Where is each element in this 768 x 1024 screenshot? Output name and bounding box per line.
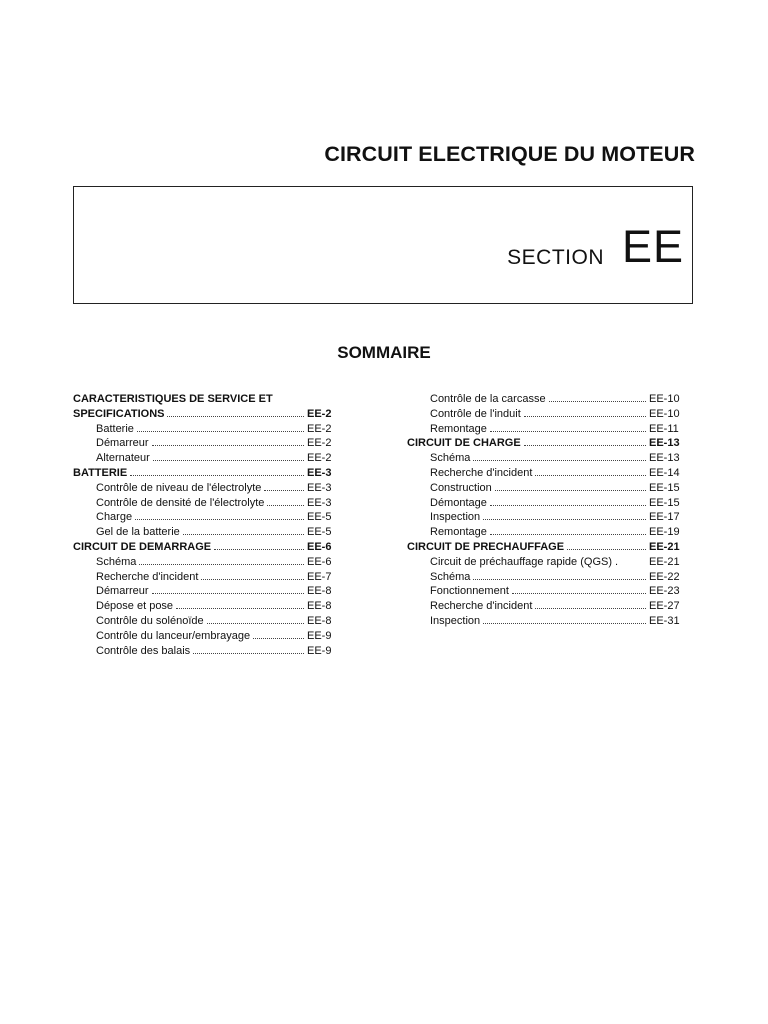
toc-entry-title: Schéma	[430, 570, 471, 583]
toc-leader-dots	[264, 490, 304, 491]
toc-entry-title: Contrôle du solénoïde	[96, 614, 204, 627]
toc-entry-page: EE-23	[649, 585, 680, 598]
toc-entry-title: CIRCUIT DE PRECHAUFFAGE	[407, 540, 565, 553]
toc-entry-title: Schéma	[430, 452, 471, 465]
toc-section-entry[interactable]	[407, 436, 687, 451]
toc-entry[interactable]	[73, 436, 345, 451]
toc-right-column	[407, 392, 687, 629]
toc-entry[interactable]	[407, 422, 687, 437]
toc-entry-title: Inspection	[430, 614, 481, 627]
toc-entry-page: EE-2	[307, 437, 332, 450]
section-code: EE	[621, 221, 684, 272]
toc-entry-title: Contrôle des balais	[96, 644, 191, 657]
toc-entry-page: EE-21	[649, 540, 680, 553]
toc-entry-page: EE-10	[649, 407, 680, 420]
toc-entry-page: EE-3	[307, 481, 332, 494]
toc-leader-dots	[135, 519, 304, 520]
toc-leader-dots	[535, 608, 646, 609]
toc-entry-title: Recherche d'incident	[430, 466, 533, 479]
toc-entry-page: EE-14	[649, 466, 680, 479]
toc-entry-page: EE-8	[307, 585, 332, 598]
toc-entry-title: Schéma	[96, 555, 137, 568]
toc-leader-dots	[139, 564, 304, 565]
toc-entry-page: EE-2	[307, 452, 332, 465]
toc-leader-dots	[567, 549, 646, 550]
toc-entry-title: Contrôle de densité de l'électrolyte	[96, 496, 265, 509]
toc-entry-page: EE-9	[307, 644, 332, 657]
toc-entry-page: EE-21	[649, 555, 680, 568]
toc-entry-page: EE-22	[649, 570, 680, 583]
toc-section-entry[interactable]	[73, 392, 345, 407]
toc-entry-page: EE-13	[649, 452, 680, 465]
toc-leader-dots	[153, 460, 304, 461]
toc-entry-title: Recherche d'incident	[430, 600, 533, 613]
toc-entry-title: Remontage	[430, 422, 487, 435]
toc-section-entry[interactable]	[407, 540, 687, 555]
toc-leader-dots	[267, 505, 304, 506]
toc-entry[interactable]	[407, 392, 687, 407]
toc-entry-title: Contrôle de l'induit	[430, 407, 521, 420]
toc-entry-title: Dépose et pose	[96, 600, 174, 613]
toc-entry-page: EE-5	[307, 511, 332, 524]
toc-leader-dots	[183, 534, 304, 535]
toc-entry-page: EE-2	[307, 407, 332, 420]
toc-entry[interactable]	[73, 555, 345, 570]
toc-leader-dots	[253, 638, 304, 639]
toc-leader-dots	[483, 519, 646, 520]
toc-left-column	[73, 392, 345, 658]
toc-entry[interactable]	[73, 481, 345, 496]
document-title: CIRCUIT ELECTRIQUE DU MOTEUR	[324, 142, 695, 166]
toc-entry-page: EE-13	[649, 437, 680, 450]
toc-entry-page: EE-5	[307, 526, 332, 539]
toc-entry-title: Alternateur	[96, 452, 150, 465]
toc-entry[interactable]	[407, 525, 687, 540]
toc-leader-dots	[483, 623, 646, 624]
toc-entry-title: BATTERIE	[73, 466, 128, 479]
toc-entry[interactable]	[73, 599, 345, 614]
section-box	[73, 186, 693, 304]
toc-entry-title: Gel de la batterie	[96, 526, 180, 539]
toc-entry[interactable]	[407, 466, 687, 481]
toc-entry-title: CIRCUIT DE DEMARRAGE	[73, 540, 212, 553]
toc-entry[interactable]	[407, 496, 687, 511]
toc-entry-title: Construction	[430, 481, 492, 494]
toc-entry-page: EE-3	[307, 496, 332, 509]
toc-entry[interactable]	[73, 422, 345, 437]
toc-entry[interactable]	[73, 570, 345, 585]
toc-entry-page: EE-6	[307, 540, 332, 553]
toc-leader-dots	[549, 401, 646, 402]
toc-entry-title: CARACTERISTIQUES DE SERVICE ET	[73, 393, 273, 405]
toc-entry[interactable]	[407, 407, 687, 422]
toc-entry-page: EE-27	[649, 600, 680, 613]
toc-entry-page: EE-11	[649, 422, 679, 435]
toc-leader-dots	[535, 475, 646, 476]
toc-leader-dots	[130, 475, 304, 476]
toc-heading	[0, 343, 768, 363]
toc-leader-dots	[167, 416, 304, 417]
toc-leader-dots	[524, 416, 646, 417]
toc-section-entry[interactable]	[73, 466, 345, 481]
toc-entry-title: Démontage	[430, 496, 487, 509]
toc-leader-dots	[473, 460, 646, 461]
toc-leader-dots	[152, 593, 304, 594]
toc-entry-title: Batterie	[96, 422, 134, 435]
toc-entry[interactable]	[407, 584, 687, 599]
toc-entry-page: EE-15	[649, 496, 680, 509]
toc-section-entry[interactable]	[73, 407, 345, 422]
toc-entry-page: EE-7	[307, 570, 332, 583]
toc-entry-page: EE-9	[307, 629, 332, 642]
toc-leader-dots	[490, 431, 646, 432]
toc-leader-dots	[152, 445, 304, 446]
toc-entry-title: Inspection	[430, 511, 481, 524]
toc-entry-title: Démarreur	[96, 585, 149, 598]
toc-leader-dots	[193, 653, 304, 654]
toc-entry-page: EE-2	[307, 422, 332, 435]
toc-entry-title: Contrôle de la carcasse	[430, 393, 546, 405]
toc-entry-title: SPECIFICATIONS	[73, 407, 165, 420]
toc-entry[interactable]	[73, 584, 345, 599]
section-label: SECTION	[507, 246, 604, 269]
toc-entry[interactable]	[407, 599, 687, 614]
toc-entry[interactable]	[73, 629, 345, 644]
toc-entry-page: EE-15	[649, 481, 680, 494]
toc-entry-title: Circuit de préchauffage rapide (QGS) .	[430, 555, 619, 568]
toc-leader-dots	[201, 579, 304, 580]
toc-entry[interactable]	[73, 451, 345, 466]
toc-entry[interactable]	[73, 496, 345, 511]
toc-entry-title: Contrôle du lanceur/embrayage	[96, 629, 251, 642]
toc-entry[interactable]	[407, 614, 687, 629]
toc-leader-dots	[176, 608, 304, 609]
toc-entry-page: EE-8	[307, 614, 332, 627]
toc-entry-page: EE-6	[307, 555, 332, 568]
toc-entry-page: EE-17	[649, 511, 680, 524]
toc-section-entry[interactable]	[73, 540, 345, 555]
toc-entry[interactable]	[73, 510, 345, 525]
toc-entry[interactable]	[73, 614, 345, 629]
toc-entry[interactable]	[407, 570, 687, 585]
toc-entry[interactable]	[407, 555, 687, 570]
toc-leader-dots	[214, 549, 304, 550]
toc-entry-page: EE-31	[649, 614, 680, 627]
toc-entry[interactable]	[73, 525, 345, 540]
toc-entry-title: CIRCUIT DE CHARGE	[407, 437, 521, 450]
toc-entry-page: EE-3	[307, 466, 332, 479]
toc-entry-page: EE-8	[307, 600, 332, 613]
toc-entry[interactable]	[407, 510, 687, 525]
toc-leader-dots	[490, 534, 646, 535]
toc-entry-title: Fonctionnement	[430, 585, 509, 598]
toc-leader-dots	[495, 490, 646, 491]
toc-entry-page: EE-19	[649, 526, 680, 539]
toc-leader-dots	[490, 505, 646, 506]
toc-leader-dots	[137, 431, 304, 432]
toc-entry-page: EE-10	[649, 393, 680, 405]
toc-entry-title: Démarreur	[96, 437, 149, 450]
toc-entry[interactable]	[407, 481, 687, 496]
toc-heading-text: SOMMAIRE	[337, 343, 431, 362]
toc-leader-dots	[473, 579, 646, 580]
toc-leader-dots	[512, 593, 646, 594]
toc-entry-title: Contrôle de niveau de l'électrolyte	[96, 481, 262, 494]
toc-entry[interactable]	[407, 451, 687, 466]
toc-entry-title: Charge	[96, 511, 133, 524]
toc-leader-dots	[524, 445, 646, 446]
toc-entry-title: Recherche d'incident	[96, 570, 199, 583]
toc-leader-dots	[207, 623, 304, 624]
toc-entry[interactable]	[73, 644, 345, 659]
toc-entry-title: Remontage	[430, 526, 487, 539]
